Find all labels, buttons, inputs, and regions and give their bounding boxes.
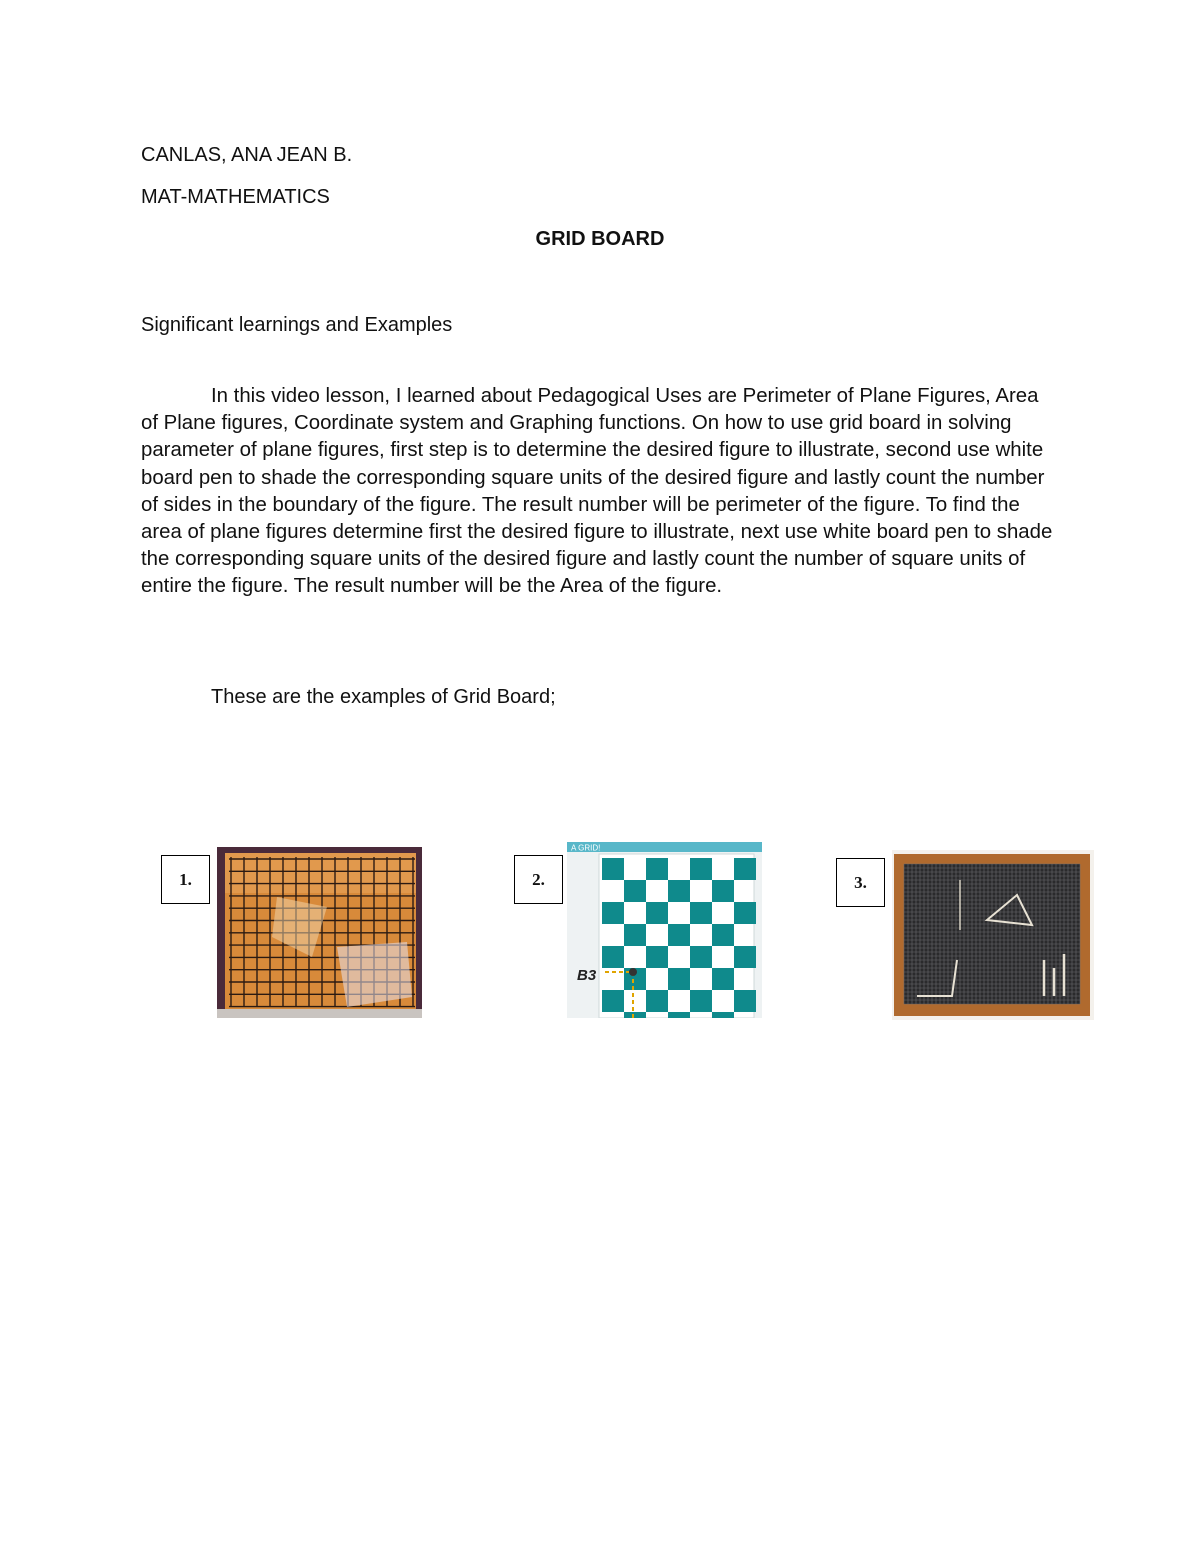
- orange-grid-board-photo: [217, 847, 422, 1018]
- pegboard-grid-photo: [892, 850, 1094, 1020]
- body-paragraph: [141, 383, 1061, 601]
- course-name: MAT-MATHEMATICS: [141, 186, 330, 208]
- examples-intro: These are the examples of Grid Board;: [211, 686, 556, 708]
- student-name: CANLAS, ANA JEAN B.: [141, 144, 353, 166]
- example-label-1: 1.: [161, 855, 210, 904]
- example-label-2: 2.: [514, 855, 563, 904]
- example-label-3: 3.: [836, 858, 885, 907]
- teal-checkerboard-grid-photo: [567, 842, 762, 1018]
- banner-text: A GRID!: [571, 843, 601, 853]
- coordinate-label: B3: [577, 967, 597, 984]
- body-paragraph-text: In this video lesson, I learned about Pedagogical Uses are Perimeter of Plane Figures, Area of Plane figures, Coordinate system and Graphing functions. On how to use grid board in solving parameter of plane figures, first step is to determine the desired figure to illustrate, second use white board pen to shade the corresponding square units of the desired figure and lastly count the number of sides in the boundary of the figure. The result number will be perimeter of the figure. To find the area of plane figures determine first the desired figure to illustrate, next use white board pen to shade the corresponding square units of the desired figure and lastly count the number of square units of entire the figure. The result number will be the Area of the figure.: [141, 385, 1053, 598]
- section-heading: Significant learnings and Examples: [141, 314, 453, 336]
- document-title: GRID BOARD: [535, 228, 665, 250]
